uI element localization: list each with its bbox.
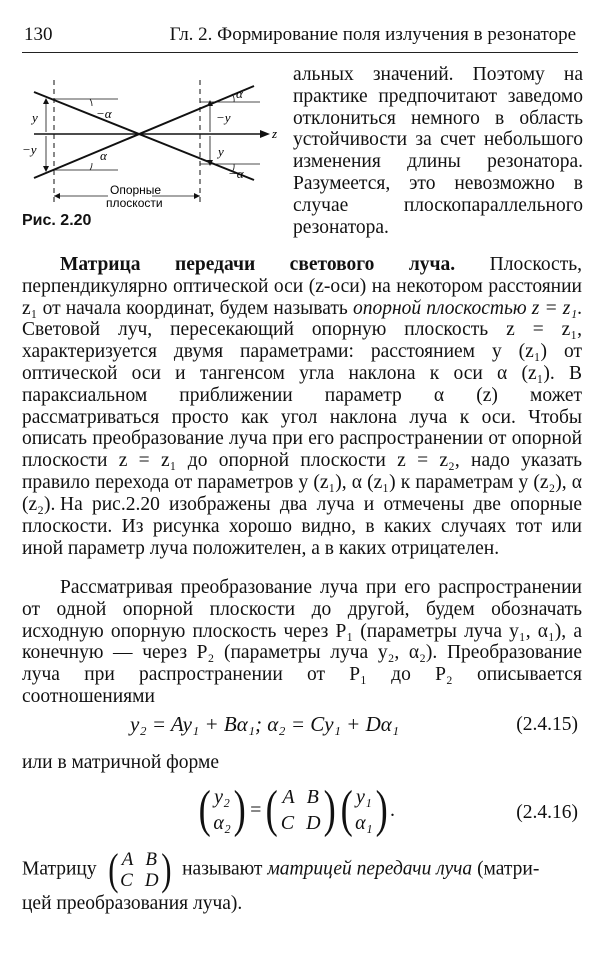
transfer-matrix: A B C D <box>280 786 321 834</box>
rhs-vector: y₁ α₁ <box>355 786 373 834</box>
term-reference-plane: опорной плоскостью z = z₁ <box>352 297 578 319</box>
fig-label-alpha-top-right: α <box>236 86 243 101</box>
paragraph-figure-ref: На рис.2.20 изображены два луча и отмечены две опорные плоскости. Из рисунка хорошо видно, в каких случаях тот или иной параметр луча положителен, а в каких отрицателен. <box>22 494 582 559</box>
fig-label-alpha-bottom: α <box>100 148 107 163</box>
equation-number-15: (2.4.15) <box>516 714 578 735</box>
closing-line-2: цей преобразования луча). <box>22 893 243 914</box>
fig-label-neg-alpha-bottom: −α <box>228 166 244 181</box>
paragraph-matrix-definition <box>22 254 582 516</box>
side-paragraph: альных значений. Поэтому на практике предпочитают заведомо отклониться немного в область устойчивости за счет небольшого изменения длины резонатора. Разумеется, это невозможно в случае плоскопараллельного резонатора. <box>293 64 583 238</box>
fig-label-neg-alpha-top: −α <box>96 106 112 121</box>
fig-label-y-right: y <box>218 144 224 159</box>
fig-label-y: y <box>32 110 38 125</box>
paragraph-text-1: Плоскость, перпендикулярно оптической оси (z-оси) на некотором расстоянии z₁ от начала координат, будем называть <box>22 254 582 319</box>
inline-matrix: ( A B C D ) <box>107 845 172 894</box>
paragraph-transformation: Рассматривая преобразование луча при его распространении от одной опорной плоскости до другой, будем обозначать исходную опорную плоскость через P₁ (параметры луча y₁, α₁), а конечную — через P₂ (параметры луча y₂, α₂). Преобразование луча при распространении от P₁ до P₂ описывается соотношениями <box>22 577 582 707</box>
page-number: 130 <box>24 24 53 45</box>
equation-2-4-15: y₂ = Ay₁ + Bα₁; α₂ = Cy₁ + Dα₁ <box>130 712 400 736</box>
figure-2-20 <box>20 72 288 230</box>
equation-2-4-16: ( y₂ α₂ ) = ( A B C D ) ( y₁ α₁ ) . <box>198 781 395 838</box>
page-header <box>22 22 578 53</box>
paragraph-text-2: . Световой луч, пересекающий опорную плоскость z = z₁, характеризуется двумя параметрами: расстоянием y (z₁) от оптической оси и тангенсом угла наклона к оси α (z₁). В параксиальном приближении параметр α (z) может рассматриваться просто как угол наклона луча к оси. Чтобы описать преобразование луча при его распространении от опорной плоскости z = z₁ до опорной плоскости z = z₂, надо указать правило перехода от параметров y (z₁), α (z₁) к параметрам y (z₂), α (z₂). <box>22 297 582 515</box>
matrix-form-intro: или в матричной форме <box>22 752 219 773</box>
lhs-vector: y₂ α₂ <box>213 786 231 834</box>
fig-planes-label-2: плоскости <box>106 196 163 210</box>
fig-planes-label-1: Опорные <box>110 183 162 197</box>
z-axis-label: z <box>272 126 278 141</box>
paragraph-lead: Матрица передачи светового луча. <box>60 254 456 275</box>
term-transfer-matrix: матрицей передачи луча <box>267 858 473 880</box>
equation-number-16: (2.4.16) <box>516 802 578 823</box>
chapter-title: Гл. 2. Формирование поля излучения в резонаторе <box>169 24 576 45</box>
figure-caption: Рис. 2.20 <box>22 212 92 229</box>
fig-label-neg-y-right: −y <box>216 110 231 125</box>
closing-paragraph: Матрицу ( A B C D ) называют матрицей передачи луча (матри- <box>22 845 540 894</box>
fig-label-neg-y: −y <box>22 142 37 157</box>
